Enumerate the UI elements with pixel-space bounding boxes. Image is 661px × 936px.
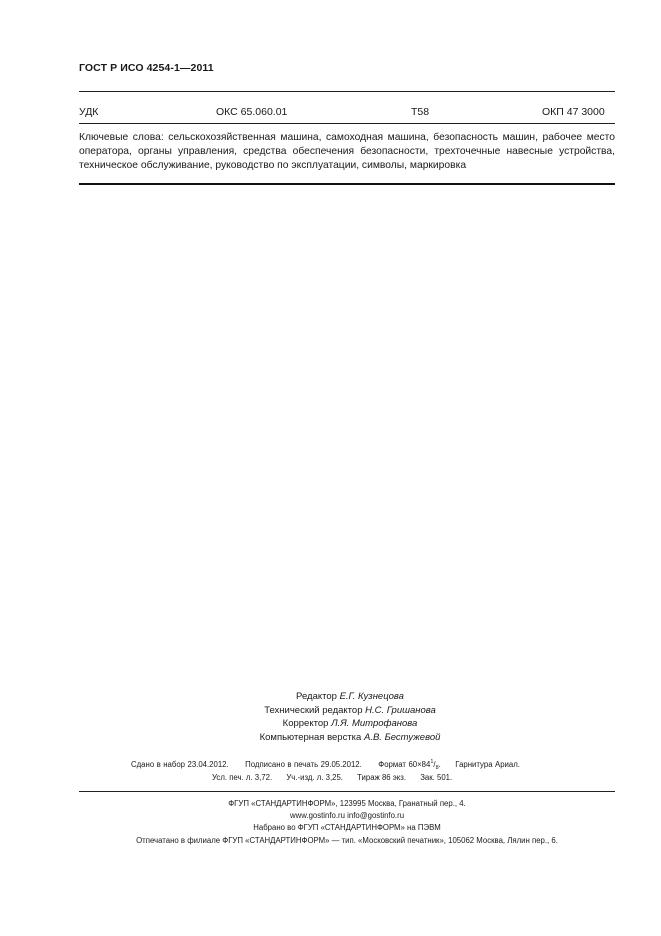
tech-editor-row xyxy=(200,704,500,718)
publisher-typeset: Набрано во ФГУП «СТАНДАРТИНФОРМ» на ПЭВМ xyxy=(253,823,441,833)
editor-row xyxy=(200,690,500,704)
corrector-label: Корректор xyxy=(282,718,329,729)
typeset-date: Сдано в набор 23.04.2012. xyxy=(131,760,229,769)
layout-label: Компьютерная верстка xyxy=(259,731,362,743)
format: Формат $60\times 84^1/_8$. xyxy=(378,759,441,771)
credits-block xyxy=(200,690,500,744)
publisher-printed: Отпечатано в филиале ФГУП «СТАНДАРТИНФОРМ» — тип. «Московский печатник», 105062 Москва, Лялин пер., 6. xyxy=(136,835,558,845)
format-denominator: 8 xyxy=(435,765,439,771)
publisher-block xyxy=(79,798,615,847)
oks-code: ОКС 65.060.01 xyxy=(216,106,288,118)
standard-code: ГОСТ Р ИСО 4254-1—2011 xyxy=(79,62,214,74)
classification-divider xyxy=(79,123,615,124)
print-sheets: Усл. печ. л. 3,72. xyxy=(212,773,273,782)
keywords-paragraph: Ключевые слова: сельскохозяйственная машина, самоходная машина, безопасность машин, рабочее место оператора, органы управления, средства обеспечения безопасности, трехточечные навесные устройства, техническое обслуживание, руководство по эксплуатации, символы, маркировка xyxy=(79,132,615,171)
format-numerator: 1 xyxy=(430,759,434,765)
layout-row xyxy=(200,731,500,745)
corrector-row xyxy=(200,717,500,731)
typeface: Гарнитура Ариал. xyxy=(455,760,520,769)
publisher-address: ФГУП «СТАНДАРТИНФОРМ», 123995 Москва, Гранатный пер., 4. xyxy=(228,799,466,808)
print-run: Тираж 86 экз. xyxy=(357,773,407,782)
keywords-divider xyxy=(79,183,615,185)
publisher-divider xyxy=(79,791,615,792)
editor-label: Редактор xyxy=(296,691,337,702)
editor-name: Е.Г. Кузнецова xyxy=(339,691,404,702)
imprint-line-2 xyxy=(100,773,600,782)
imprint-line-1 xyxy=(100,759,600,771)
order-number: Зак. 501. xyxy=(420,773,453,782)
corrector-name: Л.Я. Митрофанова xyxy=(331,718,418,729)
layout-name: А.В. Бестужевой xyxy=(363,731,441,743)
format-suffix: . xyxy=(438,760,441,769)
signed-date: Подписано в печать 29.05.2012. xyxy=(245,760,362,769)
top-divider xyxy=(79,91,615,92)
publisher-web: www.gostinfo.ru info@gostinfo.ru xyxy=(289,811,405,821)
udk-label: УДК xyxy=(79,106,99,118)
pub-sheets: Уч.-изд. л. 3,25. xyxy=(286,773,343,782)
okp-code: ОКП 47 3000 xyxy=(542,106,605,118)
format-prefix: Формат 60×84 xyxy=(378,760,431,769)
tech-editor-label: Технический редактор xyxy=(264,704,363,716)
tech-editor-name: Н.С. Гришанова xyxy=(365,704,436,716)
t-code: Т58 xyxy=(411,106,430,118)
